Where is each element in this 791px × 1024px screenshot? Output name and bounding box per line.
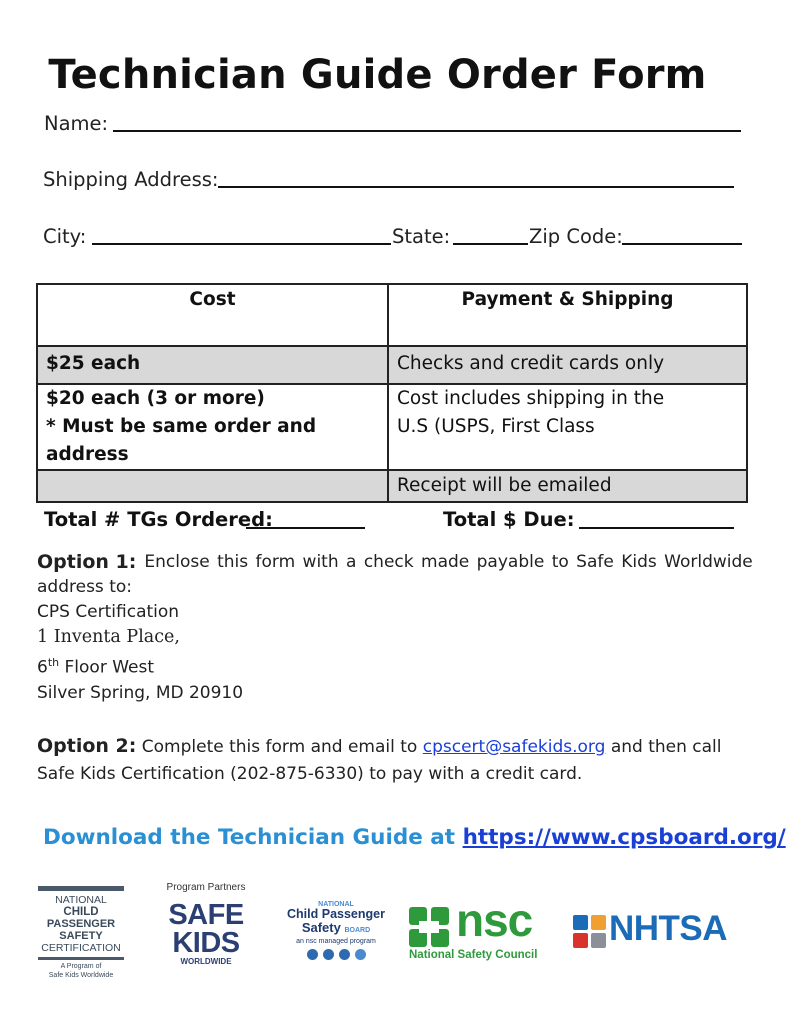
logo-text: Program Partners bbox=[166, 882, 246, 893]
total-ordered-field[interactable] bbox=[246, 527, 365, 529]
zip-label: Zip Code: bbox=[529, 225, 623, 248]
download-text: Download the Technician Guide at bbox=[43, 825, 456, 850]
logo-bar bbox=[38, 957, 124, 960]
option2-block bbox=[37, 734, 757, 787]
cost-note: * Must be same order and address bbox=[46, 416, 317, 465]
payment-cell: Receipt will be emailed bbox=[388, 470, 747, 502]
zip-field[interactable] bbox=[622, 243, 742, 245]
safe-kids-logo bbox=[160, 882, 252, 974]
option1-text: Enclose this form with a check made payable to Safe Kids Worldwide bbox=[144, 552, 753, 572]
header-cost: Cost bbox=[37, 284, 388, 346]
payment-cell bbox=[388, 384, 747, 470]
nhtsa-wordmark: NHTSA bbox=[609, 909, 728, 948]
cost-cell bbox=[37, 470, 388, 502]
city-label: City: bbox=[43, 225, 87, 248]
circle-icon bbox=[355, 949, 366, 960]
logo-text: BOARD bbox=[344, 927, 371, 934]
option1-label: Option 1: bbox=[37, 551, 137, 573]
total-due-field[interactable] bbox=[579, 527, 734, 529]
address-field[interactable] bbox=[218, 186, 734, 188]
nhtsa-icon-grid bbox=[573, 915, 607, 949]
payment-line: Cost includes shipping in the bbox=[397, 388, 665, 409]
floor-suffix: th bbox=[47, 656, 60, 669]
address-line bbox=[37, 650, 737, 681]
logo-text: KIDS bbox=[172, 927, 240, 959]
option2-text: Complete this form and email to bbox=[141, 737, 423, 757]
circle-icon bbox=[307, 949, 318, 960]
option2-text-after: and then call bbox=[605, 737, 722, 757]
logo-text: PASSENGER bbox=[46, 918, 116, 930]
nsc-cross-icon bbox=[409, 907, 453, 947]
name-field[interactable] bbox=[113, 130, 741, 132]
logo-icons bbox=[281, 949, 391, 960]
download-line bbox=[43, 825, 786, 850]
city-field[interactable] bbox=[92, 243, 391, 245]
nsc-logo bbox=[409, 894, 559, 965]
logo-text: Safety bbox=[301, 920, 341, 935]
cost-cell bbox=[37, 384, 388, 470]
circle-icon bbox=[339, 949, 350, 960]
download-link[interactable]: https://www.cpsboard.org/ bbox=[462, 825, 786, 850]
logo-bar bbox=[38, 886, 124, 891]
address-label: Shipping Address: bbox=[43, 168, 219, 191]
cps-board-logo bbox=[281, 901, 391, 967]
logo-text: an nsc managed program bbox=[296, 938, 376, 945]
option2-line2: Safe Kids Certification (202-875-6330) to pay with a credit card. bbox=[37, 764, 583, 784]
state-field[interactable] bbox=[453, 243, 528, 245]
floor-number: 6 bbox=[37, 657, 48, 678]
logo-text: Safe Kids Worldwide bbox=[48, 972, 114, 979]
state-label: State: bbox=[392, 225, 451, 248]
table-header-row bbox=[37, 284, 747, 346]
logo-text: CHILD bbox=[63, 906, 99, 918]
logo-text: WORLDWIDE bbox=[180, 957, 232, 966]
option2-first-line bbox=[37, 734, 757, 760]
logo-text: SAFE bbox=[168, 899, 244, 931]
address-line: 1 Inventa Place, bbox=[37, 627, 180, 647]
circle-icon bbox=[323, 949, 334, 960]
header-payment: Payment & Shipping bbox=[388, 284, 747, 346]
option2-label: Option 2: bbox=[37, 735, 137, 757]
logo-text: Child Passenger bbox=[287, 907, 385, 921]
address-line: Silver Spring, MD 20910 bbox=[37, 682, 244, 703]
table-row bbox=[37, 346, 747, 384]
nhtsa-logo bbox=[573, 909, 749, 953]
floor-text: Floor West bbox=[59, 657, 155, 678]
logo-text: SAFETY bbox=[59, 930, 103, 942]
cost-line: $20 each (3 or more) bbox=[46, 388, 265, 409]
logo-text: A Program of bbox=[60, 963, 102, 970]
payment-line: U.S (USPS, First Class bbox=[397, 416, 595, 437]
email-link[interactable]: cpscert@safekids.org bbox=[422, 737, 606, 757]
page-title: Technician Guide Order Form bbox=[48, 52, 707, 98]
option1-first-line bbox=[37, 550, 753, 575]
total-due-label: Total $ Due: bbox=[443, 508, 575, 531]
total-ordered-label: Total # TGs Ordered: bbox=[44, 508, 273, 531]
option1-block bbox=[37, 550, 753, 706]
cost-cell: $25 each bbox=[37, 346, 388, 384]
address-line: CPS Certification bbox=[37, 602, 180, 622]
logo-text: NATIONAL bbox=[318, 901, 354, 908]
nsc-wordmark: nsc bbox=[456, 894, 533, 946]
option1-text2: address to: bbox=[37, 577, 132, 597]
name-label: Name: bbox=[44, 112, 109, 135]
table-row bbox=[37, 470, 747, 502]
table-row bbox=[37, 384, 747, 470]
payment-cell: Checks and credit cards only bbox=[388, 346, 747, 384]
logo-text: NATIONAL bbox=[55, 894, 107, 906]
cost-table bbox=[36, 283, 748, 503]
logo-text: CERTIFICATION bbox=[41, 942, 121, 954]
ncpsc-logo bbox=[38, 886, 124, 990]
nsc-subtitle: National Safety Council bbox=[409, 949, 538, 961]
